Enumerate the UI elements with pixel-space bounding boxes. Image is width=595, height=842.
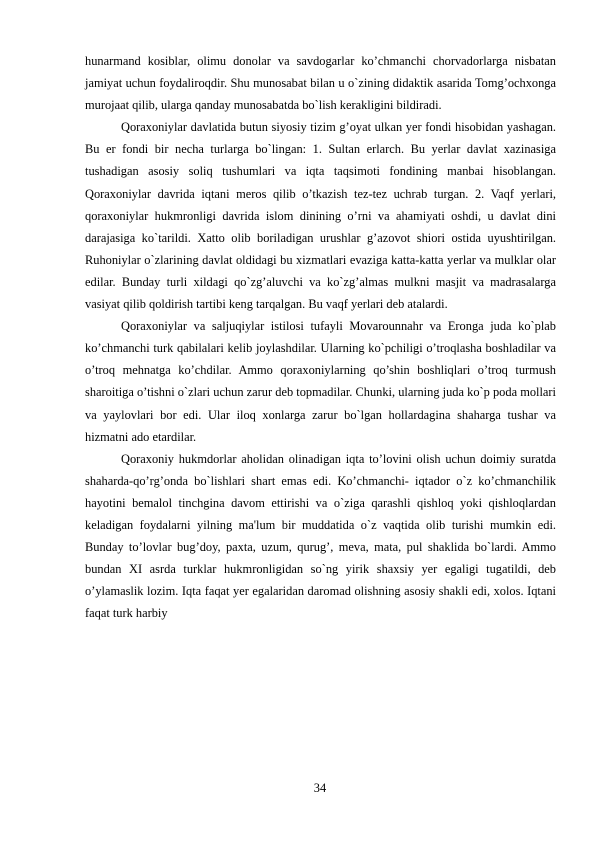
paragraph-1: hunarmand kosiblar, olimu donolar va savdogarlar ko’chmanchi chorvadorlarga nisbatan jamiyat uchun foydaliroqdir. Shu munosabat bilan u o`zining didaktik asarida Tomg’ochxonga murojaat qilib, ularga qanday munosabatda bo`lish kerakligini bildiradi. (85, 54, 556, 113)
paragraph-2: Qoraxoniylar davlatida butun siyosiy tizim g’oyat ulkan yer fondi hisobidan yashagan. Bu er fondi bir necha turlarga bo`lingan: 1. Sultan erlarch. Bu yerlar davlat xazinasiga tushadigan asosiy soliq tushumlari va iqta taqsimoti fondining manbai hisoblangan. Qoraxoniylar davrida iqtani meros qilib o’tkazish tez-tez uchrab turgan. 2. Vaqf yerlari, qoraxoniylar hukmronligi davrida islom dinining o’rni va ahamiyati oshdi, u davlat dini darajasiga ko`tarildi. Xatto olib boriladigan urushlar g’azovot shiori ostida uyushtirilgan. Ruhoniylar o`zlarining davlat oldidagi bu xizmatlari evaziga katta-katta yerlar va mulklar olar edilar. Bunday turli xildagi qo`zg’aluvchi va ko`zg’almas mulkni masjit va madrasalarga vasiyat qilib qoldirish tartibi keng tarqalgan. Bu vaqf yerlari deb atalardi. (85, 120, 556, 312)
paragraph-3: Qoraxoniylar va saljuqiylar istilosi tufayli Movarounnahr va Eronga juda ko`plab ko’chmanchi turk qabilalari kelib joylashdilar. Ularning ko`pchiligi o’troqlasha boshladilar va o’troq mehnatga ko’chdilar. Ammo qoraxoniylarning qo’shin boshliqlari o’troq turmush sharoitiga o’tishni o`zlari uchun zarur deb topmadilar. Chunki, ularning juda ko`p poda mollari va yaylovlari bor edi. Ular iloq xonlarga zarur bo`lgan hollardagina shaharga tushar va hizmatni ado etardilar. (85, 319, 556, 444)
paragraph-4: Qoraxoniy hukmdorlar aholidan olinadigan iqta to’lovini olish uchun doimiy suratda shaharda-qo’rg’onda bo`lishlari shart emas edi. Ko’chmanchi- iqtador o`z ko’chmanchilik hayotini bemalol tinchgina davom ettirishi va o`ziga qarashli qishloq yoki qishloqlardan keladigan foydalarni yilning ma'lum bir muddatida o`z vaqtida olib turishi mumkin edi. Bunday to’lovlar bug’doy, paxta, uzum, qurug’, meva, mata, pul shaklida bo`lardi. Ammo bundan XI asrda turklar hukmronligidan so`ng yirik shaxsiy yer egaligi tugatildi, deb o’ylamaslik lozim. Iqta faqat yer egalaridan daromad olishning asosiy shakli edi, xolos. Iqtani faqat turk harbiy (85, 451, 556, 621)
page-number: 34 (313, 781, 327, 795)
document-page (85, 50, 556, 624)
